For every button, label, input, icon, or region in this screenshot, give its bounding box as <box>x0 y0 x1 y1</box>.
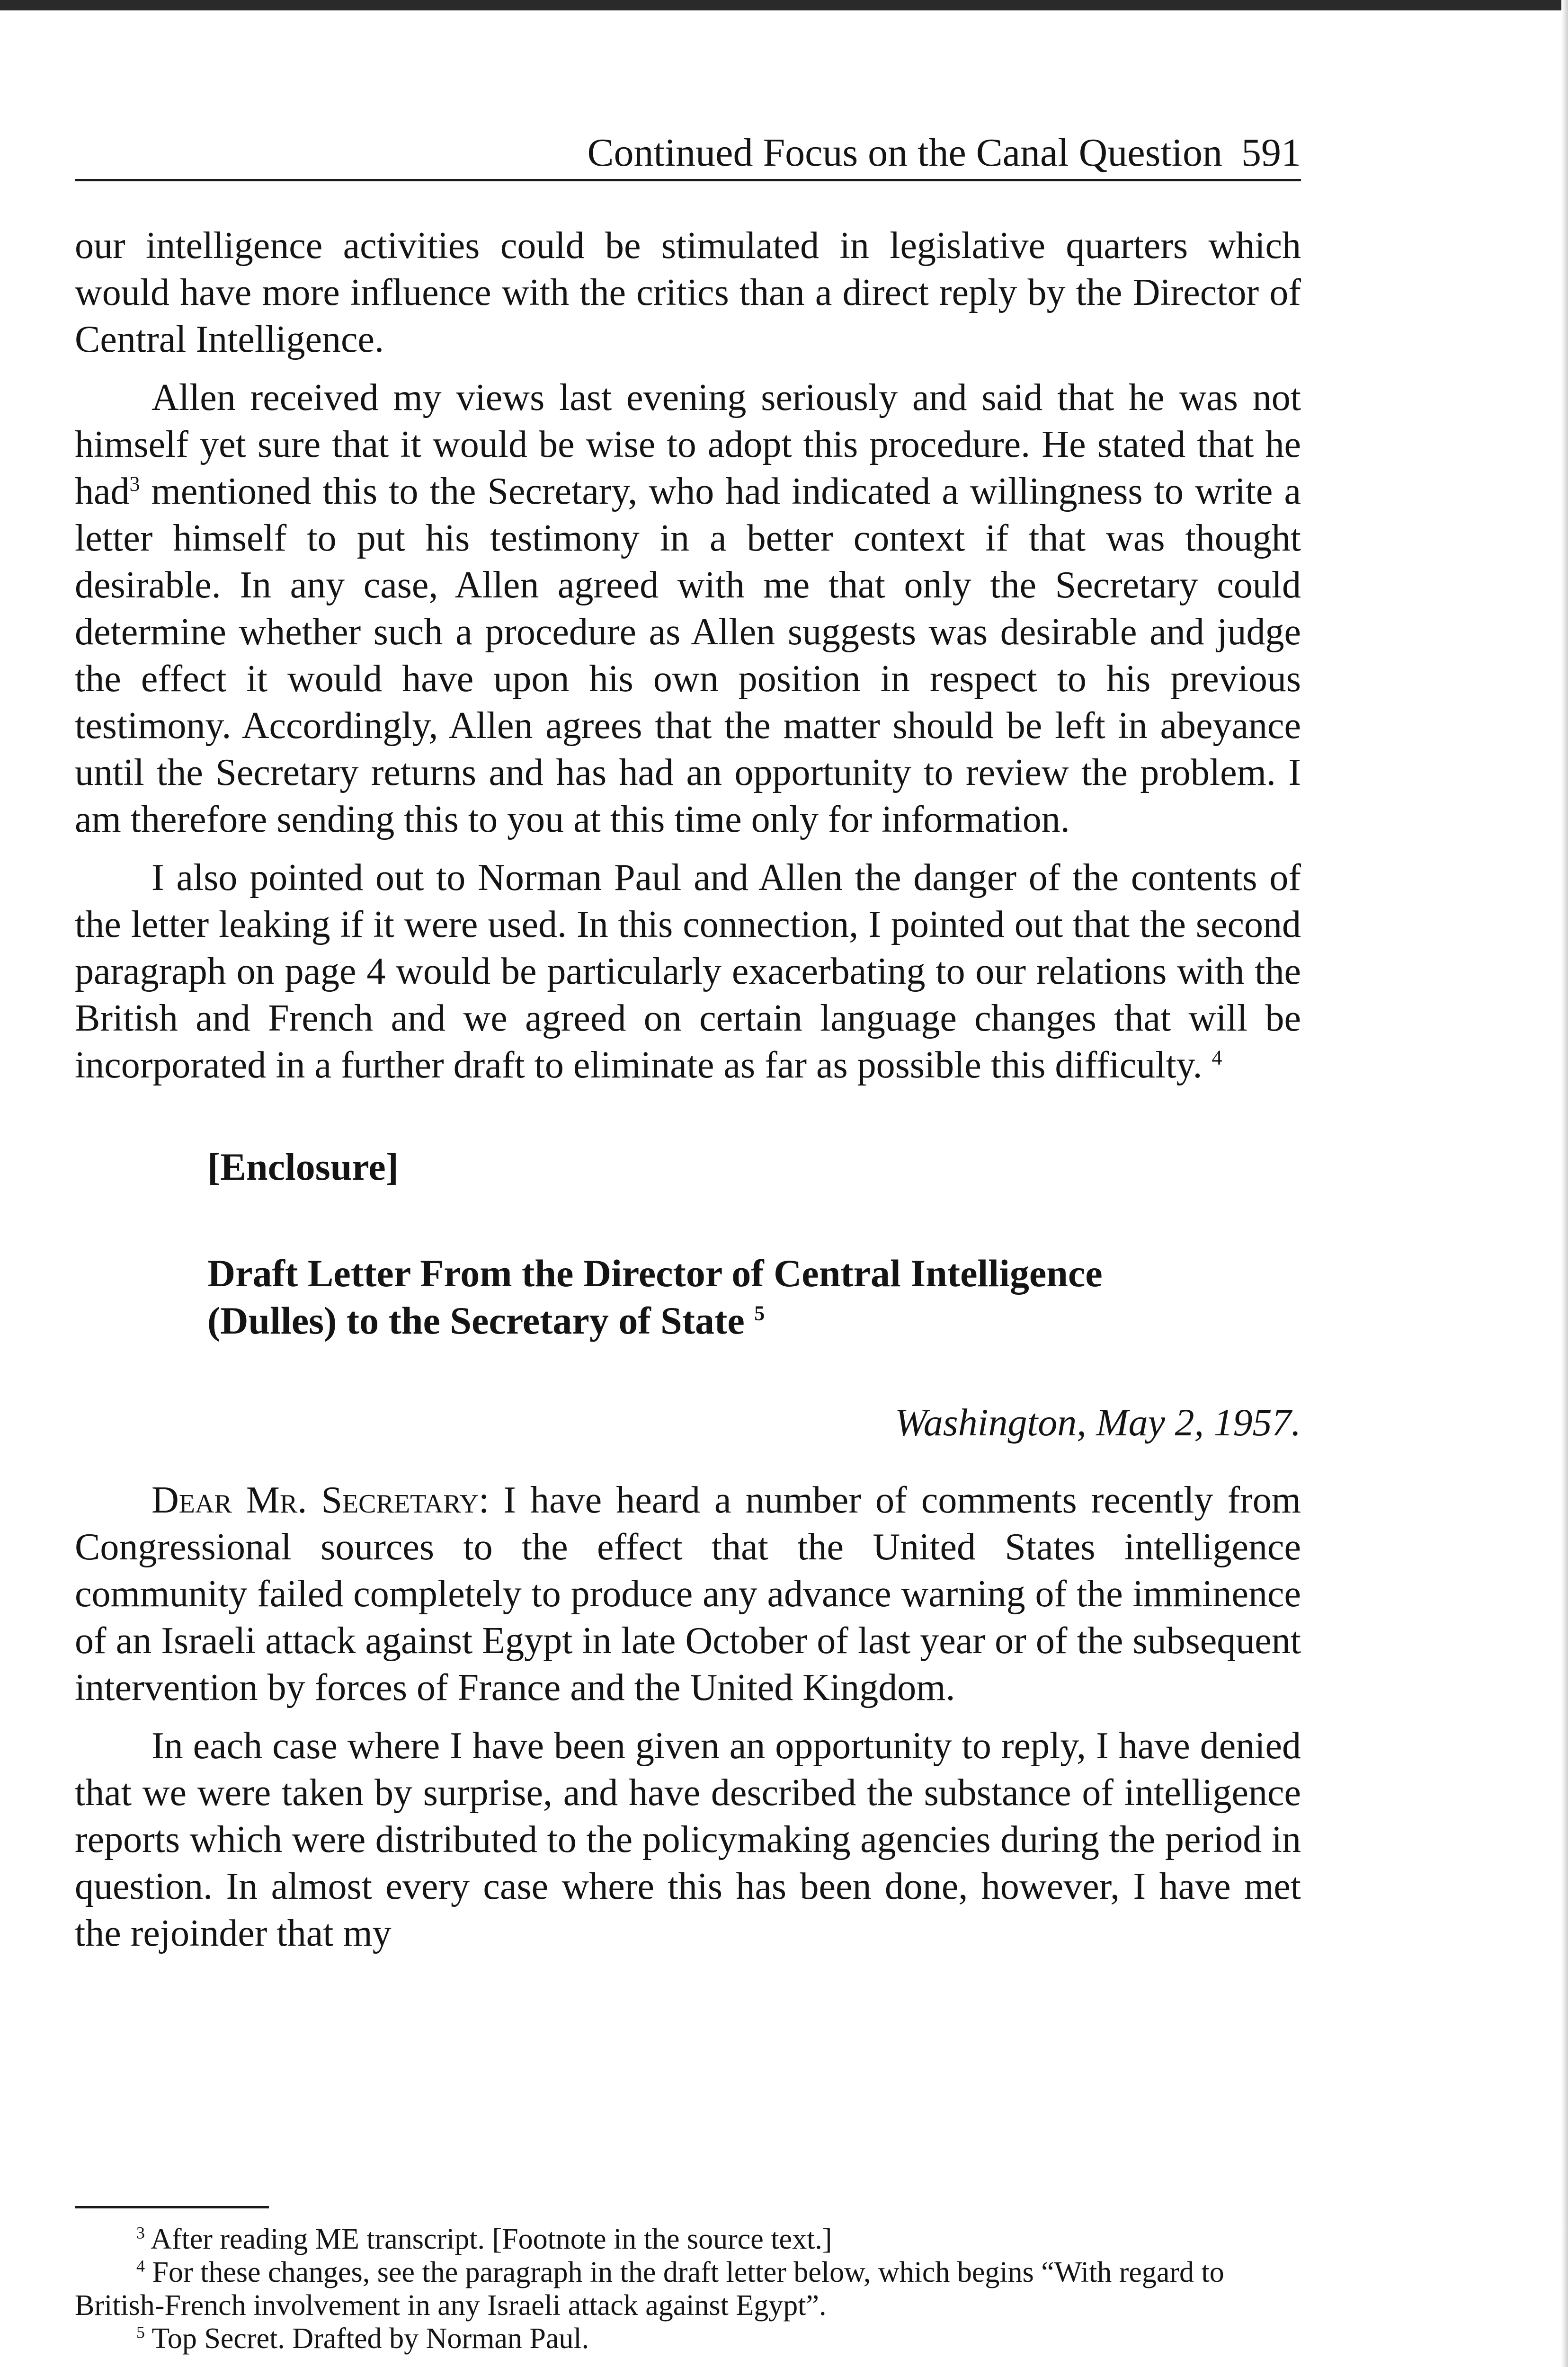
letter-paragraph-2: In each case where I have been given an opportunity to reply, I have denied that we were taken by surprise, and have described the substance of intelligence reports which were distributed to the policymaking agencies during the period in question. In almost every case where this has been done, however, I have met the rejoinder that my <box>75 1725 1301 1954</box>
footnote-3-text: After reading ME transcript. [Footnote in the source text.] <box>151 2223 832 2255</box>
dateline: Washington, May 2, 1957. <box>895 1401 1301 1444</box>
page-edge-shadow <box>1561 0 1568 2367</box>
enclosure-label: [Enclosure] <box>207 1145 399 1188</box>
footnote-5-mark: 5 <box>136 2323 145 2342</box>
footnote-separator <box>75 2206 269 2208</box>
letter-paragraph-1 <box>75 1477 1301 1711</box>
footnote-4-text: For these changes, see the paragraph in the draft letter below, which begins “With regard to British-French involvement in any Israeli attack against Egypt”. <box>75 2256 1224 2322</box>
footnote-3 <box>75 2223 1301 2256</box>
body-text <box>75 222 1301 1968</box>
footnote-4-mark: 4 <box>136 2256 145 2276</box>
footnote-ref-3: 3 <box>129 472 140 496</box>
footnote-5-text: Top Secret. Drafted by Norman Paul. <box>151 2323 589 2355</box>
running-head <box>75 127 1301 181</box>
paragraph-3 <box>75 854 1301 1089</box>
salutation: Dear Mr. Secretary: <box>151 1479 490 1521</box>
running-head-title: Continued Focus on the Canal Question <box>587 131 1222 175</box>
document-title <box>207 1250 1202 1344</box>
paragraph-2-text-a: Allen received my views last evening seriously and said that he was not himself yet sure that it would be wise to adopt this procedure. He stated that he had <box>75 377 1301 512</box>
footnotes <box>75 2223 1301 2355</box>
footnote-5 <box>75 2322 1301 2355</box>
footnote-ref-4: 4 <box>1212 1046 1222 1069</box>
paragraph-2-text-b: mentioned this to the Secretary, who had indicated a willingness to write a letter himself to put his testimony in a better context if that was thought desirable. In any case, Allen agreed with me that only the Secretary could determine whether such a procedure as Allen suggests was desirable and judge the effect it would have upon his own position in respect to his previous testimony. Accordingly, Allen agrees that the matter should be left in abeyance until the Secretary returns and has had an opportunity to review the problem. I am therefore sending this to you at this time only for information. <box>75 471 1301 840</box>
letter-paragraph-1-text: I have heard a number of comments recently from Congressional sources to the effect that the United States intelligence community failed completely to produce any advance warning of the imminence of an Israeli attack against Egypt in late October of last year or of the subsequent intervention by forces of France and the United Kingdom. <box>75 1479 1301 1709</box>
document-title-text: Draft Letter From the Director of Central Intelligence (Dulles) to the Secretary of State <box>207 1252 1103 1342</box>
top-edge-rule <box>0 0 1568 10</box>
paragraph-3-text: I also pointed out to Norman Paul and Allen the danger of the contents of the letter leaking if it were used. In this connection, I pointed out that the second paragraph on page 4 would be particularly exacerbating to our relations with the British and French and we agreed on certain language changes that will be incorporated in a further draft to eliminate as far as possible this difficulty. <box>75 857 1301 1086</box>
paragraph-1: our intelligence activities could be stimulated in legislative quarters which would have more influence with the critics than a direct reply by the Director of Central Intelligence. <box>75 225 1301 360</box>
page-number: 591 <box>1241 131 1301 175</box>
footnote-ref-5: 5 <box>754 1301 765 1325</box>
footnote-3-mark: 3 <box>136 2223 145 2242</box>
paragraph-2 <box>75 374 1301 843</box>
footnote-4 <box>75 2256 1301 2322</box>
